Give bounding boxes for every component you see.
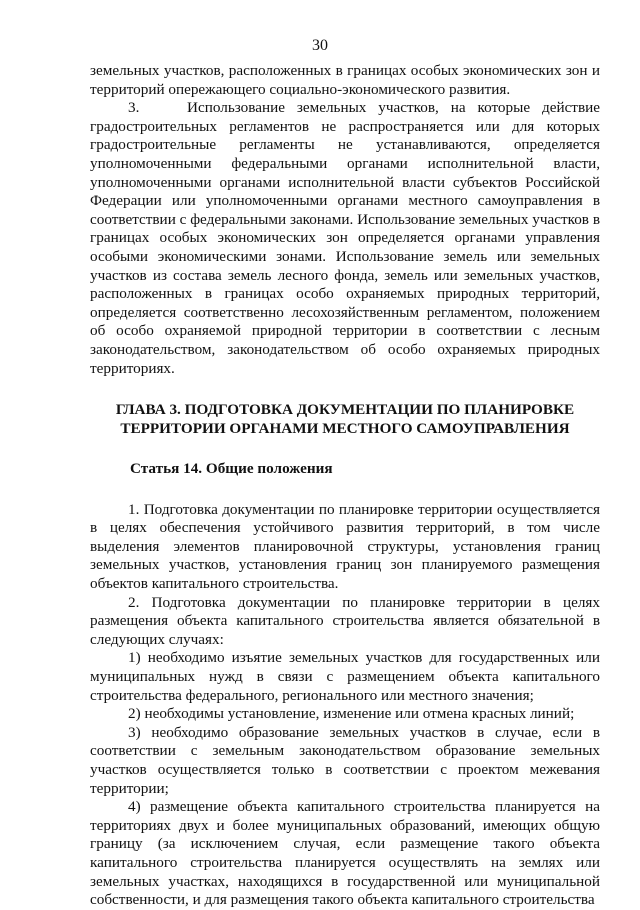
article-heading: Статья 14. Общие положения (130, 460, 333, 478)
paragraph-article-1: 1. Подготовка документации по планировке территории осуществляется в целях обеспечения устойчивого развития территорий, в том числе выделения элементов планировочной структуры, установления границ земельных участков, установления границ зон планируемого размещения объектов капитального строительства. (90, 500, 600, 593)
page-number: 30 (312, 37, 328, 54)
list-item-2: 2) необходимы установление, изменение или отмена красных линий; (128, 705, 575, 723)
list-item-4: 4) размещение объекта капитального строительства планируется на территориях двух и более муниципальных образований, имеющих общую границу (за исключением случая, если размещение такого объекта капитального строительства планируется осуществлять на землях или земельных участках, находящихся в государственной или муниципальной собственности, и для размещения такого объекта капитального строительства (90, 798, 600, 909)
chapter-heading-line-2: ТЕРРИТОРИИ ОРГАНАМИ МЕСТНОГО САМОУПРАВЛЕНИЯ (120, 420, 570, 438)
paragraph-item-3: 3. Использование земельных участков, на которые действие градостроительных регламентов не распространяется или для которых градостроительные регламенты не устанавливаются, определяется уполномоченными федеральными органами исполнительной власти, уполномоченными органами исполнительной власти субъектов Российской Федерации или уполномоченными органами местного самоуправления в соответствии с федеральными законами. Использование земельных участков в границах особых экономических зон определяется органами управления особыми экономическими зонами. Использование земель или земельных участков из состава земель лесного фонда, земель или земельных участков, расположенных в границах особо охраняемых природных территорий, определяется соответственно лесохозяйственным регламентом, положением об особо охраняемой природной территории в соответствии с лесным законодательством, законодательством об особо охраняемых природных территориях. (90, 99, 600, 377)
list-item-3: 3) необходимо образование земельных участков в случае, если в соответствии с земельным законодательством образование земельных участков осуществляется только в соответствии с проектом межевания территории; (90, 723, 600, 797)
list-item-1: 1) необходимо изъятие земельных участков для государственных или муниципальных нужд в связи с размещением объекта капитального строительства федерального, регионального или местного значения; (90, 649, 600, 704)
chapter-heading (90, 400, 600, 438)
paragraph-continuation: земельных участков, расположенных в границах особых экономических зон и территорий опережающего социально-экономического развития. (90, 62, 600, 98)
paragraph-article-2: 2. Подготовка документации по планировке территории в целях размещения объекта капитального строительства является обязательной в следующих случаях: (90, 593, 600, 648)
document-body (90, 62, 600, 910)
chapter-heading-line-1: ГЛАВА 3. ПОДГОТОВКА ДОКУМЕНТАЦИИ ПО ПЛАНИРОВКЕ (115, 401, 575, 419)
